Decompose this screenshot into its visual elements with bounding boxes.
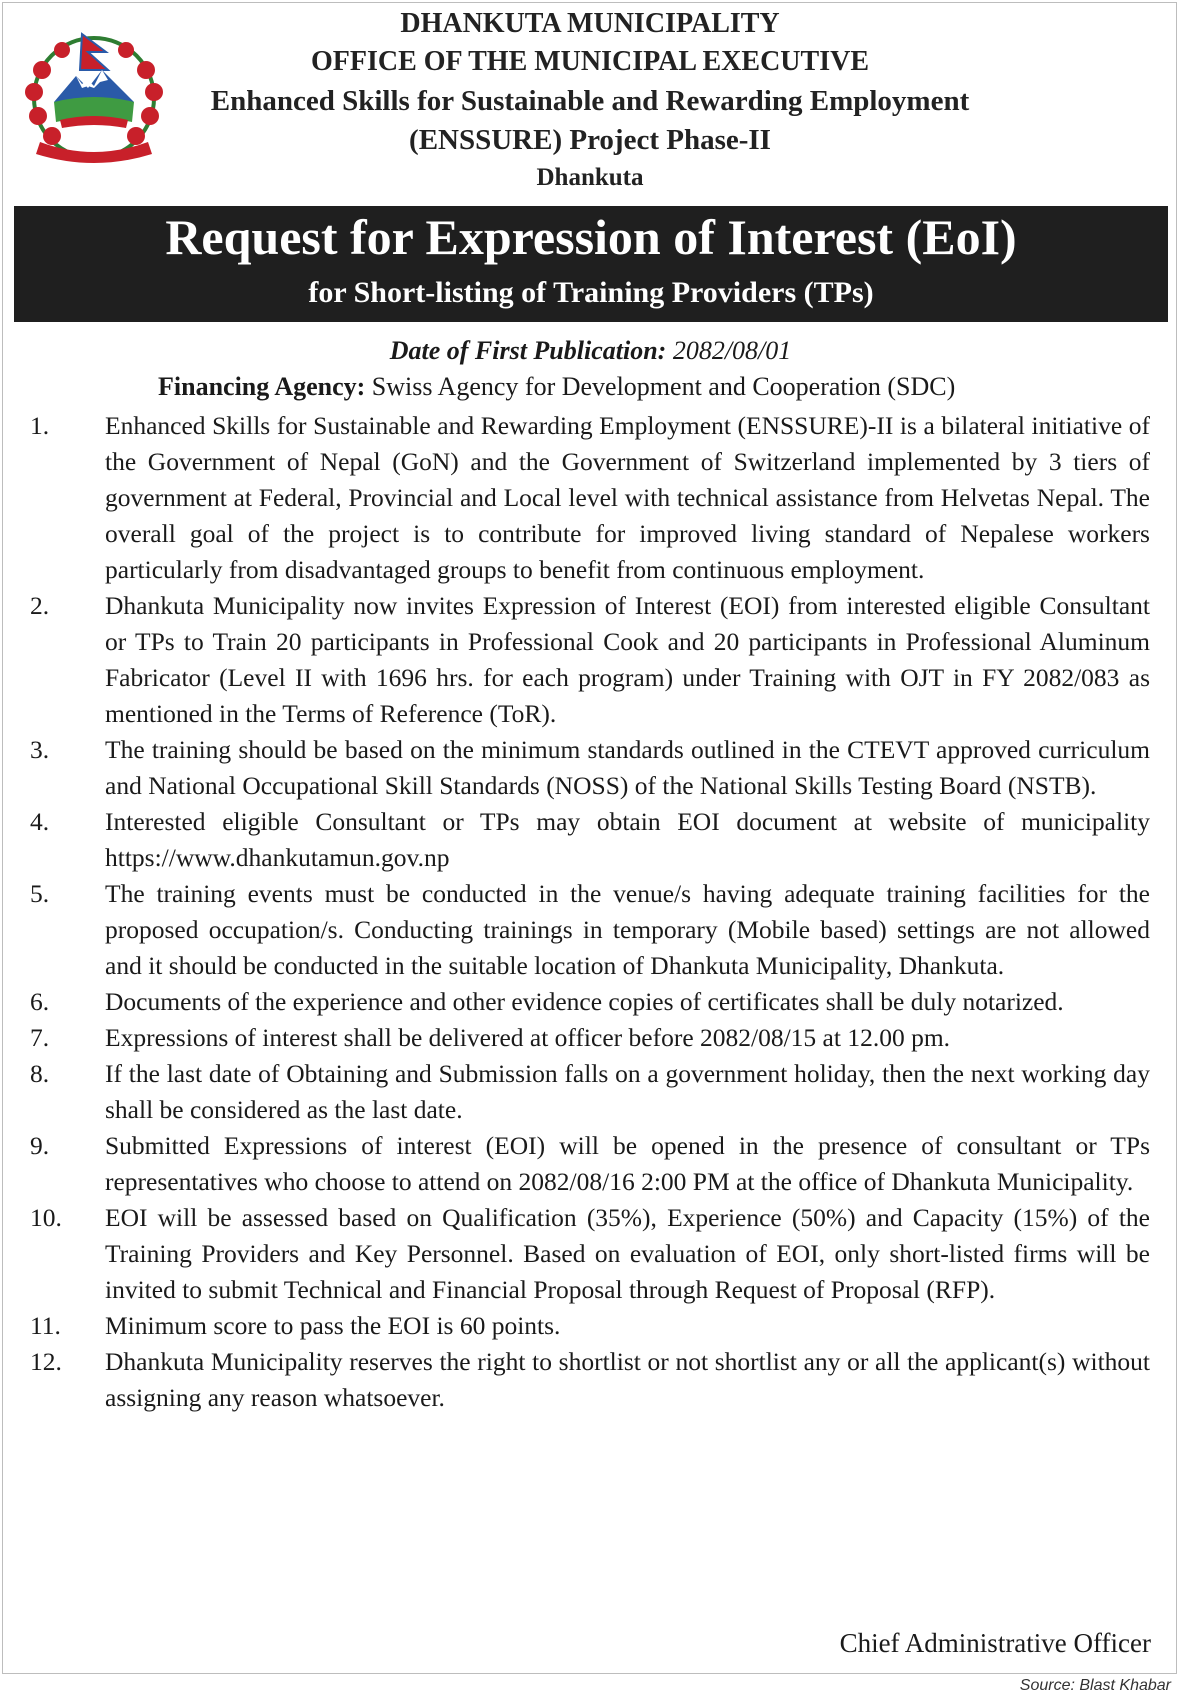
list-item [20, 1128, 1150, 1200]
item-text: Documents of the experience and other evidence copies of certificates shall be duly notarized. [105, 987, 1064, 1016]
item-text: Dhankuta Municipality reserves the right to shortlist or not shortlist any or all the applicant(s) without assigning any reason whatsoever. [105, 1347, 1150, 1412]
item-text: Expressions of interest shall be delivered at officer before 2082/08/15 at 12.00 pm. [105, 1023, 951, 1052]
item-text: The training should be based on the minimum standards outlined in the CTEVT approved curriculum and National Occupational Skill Standards (NOSS) of the National Skills Testing Board (NSTB). [105, 735, 1150, 800]
ribbon-shape [36, 142, 152, 163]
location: Dhankuta [536, 164, 644, 191]
signatory-title: Chief Administrative Officer [839, 1628, 1151, 1658]
list-item [20, 804, 1150, 876]
item-text: Dhankuta Municipality now invites Expression of Interest (EOI) from interested eligible Consultant or TPs to Train 20 participants in Professional Cook and 20 participants in Professional Aluminum Fabricator (Level II with 1696 hrs. for each program) under Training with OJT in FY 2082/083 as mentioned in the Terms of Reference (ToR). [105, 591, 1150, 728]
list-item [20, 1344, 1150, 1416]
list-item [20, 1056, 1150, 1128]
item-number: 12. [30, 1347, 62, 1376]
nepal-emblem-icon [14, 30, 174, 168]
item-text: Interested eligible Consultant or TPs may obtain EOI document at website of municipality https://www.dhankutamun.gov.np [105, 807, 1150, 872]
item-number: 5. [30, 879, 50, 908]
list-item [20, 1020, 1150, 1056]
item-text: The training events must be conducted in the venue/s having adequate training facilities for the proposed occupation/s. Conducting trainings in temporary (Mobile based) settings are not allowed and it should be conducted in the suitable location of Dhankuta Municipality, Dhankuta. [105, 879, 1150, 980]
financing-agency-label: Financing Agency: [158, 372, 366, 401]
item-number: 3. [30, 735, 50, 764]
financing-agency [158, 372, 955, 402]
item-number: 2. [30, 591, 50, 620]
item-number: 8. [30, 1059, 50, 1088]
item-number: 1. [30, 411, 50, 440]
item-text: Minimum score to pass the EOI is 60 points. [105, 1311, 561, 1340]
item-text: Enhanced Skills for Sustainable and Rewarding Employment (ENSSURE)-II is a bilateral initiative of the Government of Nepal (GoN) and the Government of Switzerland implemented by 3 tiers of government at Federal, Provincial and Local level with technical assistance from Helvetas Nepal. The overall goal of the project is to contribute for improved living standard of Nepalese workers particularly from disadvantaged groups to benefit from continuous employment. [105, 411, 1150, 584]
list-item [20, 1308, 1150, 1344]
list-item [20, 876, 1150, 984]
item-number: 10. [30, 1203, 62, 1232]
item-number: 4. [30, 807, 50, 836]
item-number: 7. [30, 1023, 50, 1052]
project-phase: (ENSSURE) Project Phase-II [409, 124, 771, 156]
municipality-name: DHANKUTA MUNICIPALITY [400, 8, 780, 39]
source-credit: Source: Blast Khabar [1019, 1677, 1171, 1694]
list-item [20, 408, 1150, 588]
publication-date-label: Date of First Publication: [389, 336, 667, 365]
list-item [20, 984, 1150, 1020]
notice-title: Request for Expression of Interest (EoI) [165, 209, 1017, 265]
title-banner [14, 206, 1168, 322]
item-text: If the last date of Obtaining and Submission falls on a government holiday, then the next working day shall be considered as the last date. [105, 1059, 1150, 1124]
item-number: 9. [30, 1131, 50, 1160]
publication-date [0, 336, 1181, 366]
list-item [20, 588, 1150, 732]
terms-list [20, 408, 1150, 1416]
item-number: 6. [30, 987, 50, 1016]
office-name: OFFICE OF THE MUNICIPAL EXECUTIVE [311, 46, 869, 77]
item-text: Submitted Expressions of interest (EOI) will be opened in the presence of consultant or TPs representatives who choose to attend on 2082/08/16 2:00 PM at the office of Dhankuta Municipality. [105, 1131, 1150, 1196]
publication-date-value: 2082/08/01 [672, 336, 792, 365]
notice-subtitle: for Short-listing of Training Providers (TPs) [308, 276, 874, 309]
financing-agency-value: Swiss Agency for Development and Cooperation (SDC) [371, 372, 956, 401]
list-item [20, 732, 1150, 804]
item-text: EOI will be assessed based on Qualification (35%), Experience (50%) and Capacity (15%) of the Training Providers and Key Personnel. Based on evaluation of EOI, only short-listed firms will be invited to submit Technical and Financial Proposal through Request of Proposal (RFP). [105, 1203, 1150, 1304]
list-item [20, 1200, 1150, 1308]
item-number: 11. [30, 1311, 61, 1340]
project-name: Enhanced Skills for Sustainable and Rewarding Employment [210, 85, 970, 117]
